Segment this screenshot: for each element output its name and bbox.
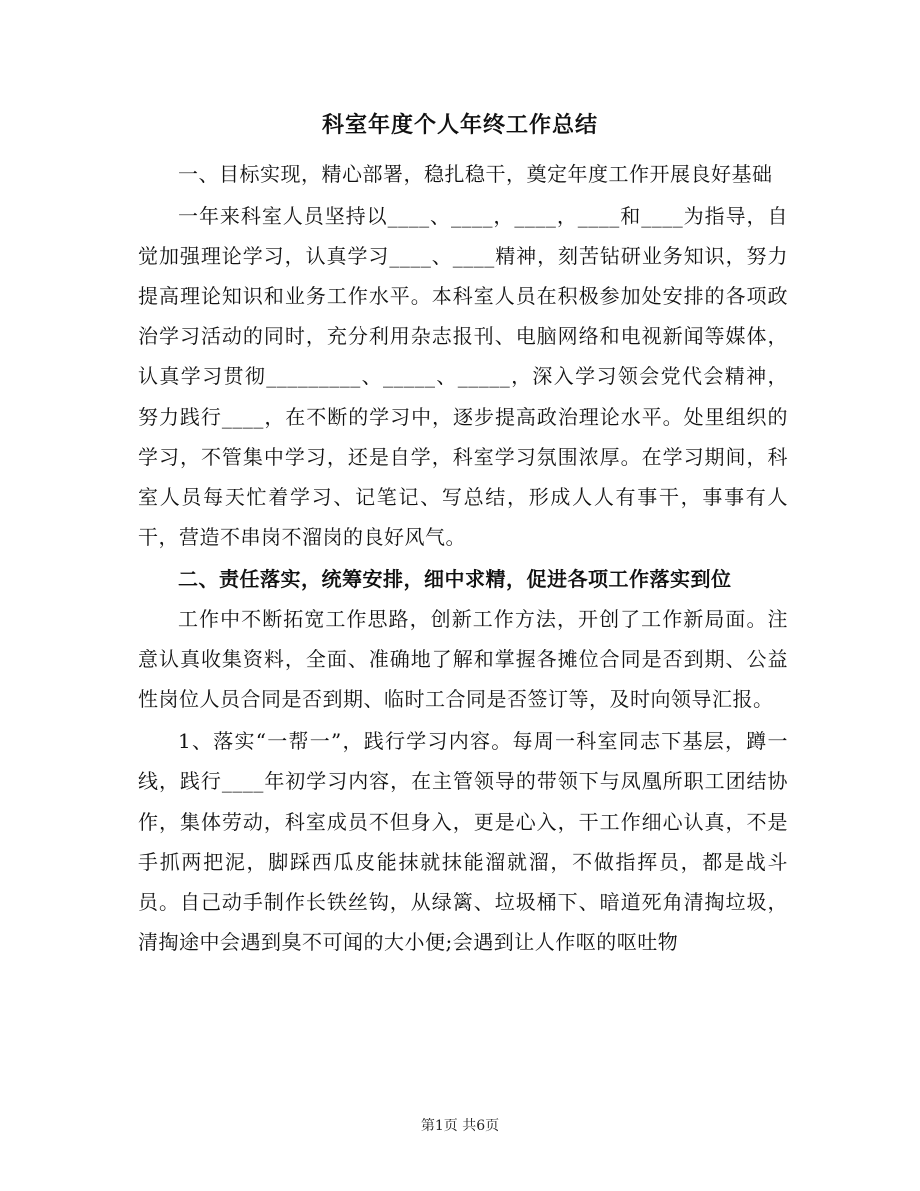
section-heading-1: 一、目标实现，精心部署，稳扎稳干，奠定年度工作开展良好基础: [178, 162, 773, 186]
paragraph-work-methods: 工作中不断拓宽工作思路，创新工作方法，开创了工作新局面。注意认真收集资料，全面、准确地了解和掌握各摊位合同是否到期、公益性岗位人员合同是否到期、临时工合同是否签订等，及时向领导汇报。: [138, 607, 788, 712]
paragraph-study: 一年来科室人员坚持以____、____，____，____和____为指导，自觉加强理论学习，认真学习____、____精神，刻苦钻研业务知识，努力提高理论知识和业务工作水平。本科室人员在积极参加处安排的各项政治学习活动的同时，充分利用杂志报刊、电脑网络和电视新闻等媒体，认真学习贯彻_________、_____、_____，深入学习领会党代会精神，努力践行____，在不断的学习中，逐步提高政治理论水平。处里组织的学习，不管集中学习，还是自学，科室学习氛围浓厚。在学习期间，科室人员每天忙着学习、记笔记、写总结，形成人人有事干，事事有人干，营造不串岗不溜岗的良好风气。: [138, 204, 788, 549]
page-footer: 第1页 共6页: [420, 1118, 500, 1134]
section-heading-2: 二、责任落实，统筹安排，细中求精，促进各项工作落实到位: [178, 566, 732, 591]
document-title: 科室年度个人年终工作总结: [321, 112, 598, 138]
paragraph-one-help-one: 1、落实“一帮一”，践行学习内容。每周一科室同志下基层，蹲一线，践行____年初学习内容，在主管领导的带领下与凤凰所职工团结协作，集体劳动，科室成员不但身入，更是心入，干工作细心认真，不是手抓两把泥，脚踩西瓜皮能抹就抹能溜就溜，不做指挥员，都是战斗员。自己动手制作长铁丝钩，从绿篱、垃圾桶下、暗道死角清掏垃圾，清掏途中会遇到臭不可闻的大小便;会遇到让人作呕的呕吐物: [138, 729, 788, 954]
document-body: [138, 152, 788, 962]
